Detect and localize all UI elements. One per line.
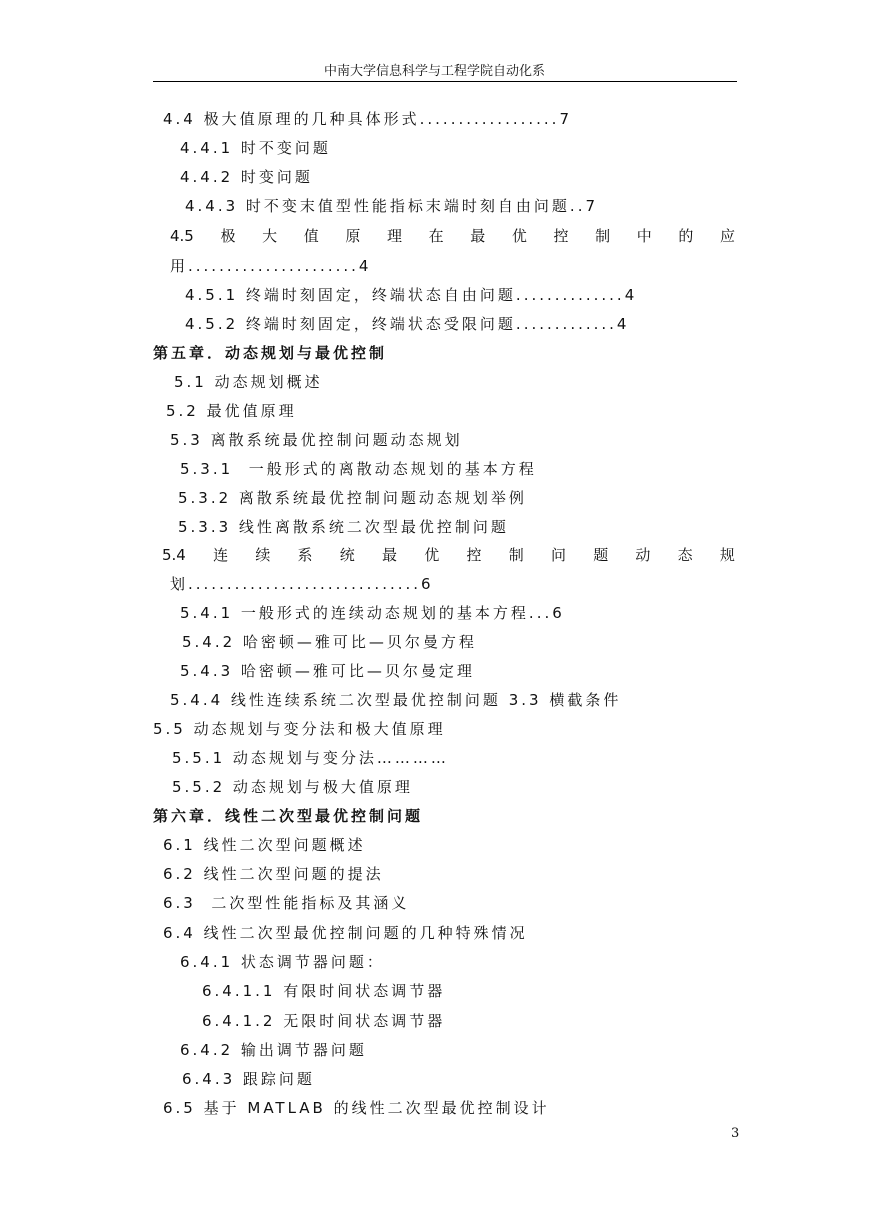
toc-justified-word: 控 — [466, 546, 482, 564]
toc-entry-5-4-2: 5.4.2 哈密顿—雅可比—贝尔曼方程 — [182, 633, 477, 651]
toc-justified-word: 大 — [262, 227, 278, 245]
toc-entry-4-4: 4.4 极大值原理的几种具体形式..................7 — [163, 110, 572, 128]
toc-justified-word: 规 — [719, 546, 735, 564]
toc-entry-6-4-3: 6.4.3 跟踪问题 — [182, 1070, 315, 1088]
page-header-title: 中南大学信息科学与工程学院自动化系 — [323, 64, 545, 79]
toc-entry-4-4-3: 4.4.3 时不变末值型性能指标末端时刻自由问题..7 — [185, 197, 599, 215]
toc-entry-6-4: 6.4 线性二次型最优控制问题的几种特殊情况 — [163, 924, 528, 942]
toc-justified-word: 理 — [386, 227, 402, 245]
toc-justified-word: 制 — [508, 546, 524, 564]
toc-entry-5-1: 5.1 动态规划概述 — [174, 373, 323, 391]
chapter-6-heading: 第六章．线性二次型最优控制问题 — [153, 807, 424, 825]
header-divider — [153, 81, 737, 82]
toc-justified-word: 系 — [297, 546, 313, 564]
toc-justified-word: 最 — [382, 546, 398, 564]
toc-entry-6-4-1: 6.4.1 状态调节器问题： — [180, 953, 385, 971]
toc-entry-6-2: 6.2 线性二次型问题的提法 — [163, 865, 384, 883]
toc-entry-6-3: 6.3 二次型性能指标及其涵义 — [163, 894, 410, 912]
toc-justified-word: 问 — [550, 546, 566, 564]
toc-justified-word: 制 — [595, 227, 611, 245]
toc-entry-6-5: 6.5 基于 MATLAB 的线性二次型最优控制设计 — [163, 1099, 550, 1117]
toc-justified-word: 动 — [635, 546, 651, 564]
toc-justified-word: 优 — [424, 546, 440, 564]
toc-justified-word: 统 — [339, 546, 355, 564]
toc-entry-6-4-2: 6.4.2 输出调节器问题 — [180, 1041, 367, 1059]
toc-entry-5-5-2: 5.5.2 动态规划与极大值原理 — [172, 778, 413, 796]
toc-justified-word: 应 — [719, 227, 735, 245]
chapter-5-heading: 第五章．动态规划与最优控制 — [153, 344, 388, 362]
toc-justified-word: 4.5 — [170, 227, 194, 245]
toc-justified-word: 续 — [255, 546, 271, 564]
toc-entry-4-4-1: 4.4.1 时不变问题 — [180, 139, 331, 157]
toc-entry-6-4-1-2: 6.4.1.2 无限时间状态调节器 — [202, 1012, 446, 1030]
toc-justified-word: 优 — [511, 227, 527, 245]
toc-entry-5-3-2: 5.3.2 离散系统最优控制问题动态规划举例 — [178, 489, 527, 507]
toc-entry-5-5-1: 5.5.1 动态规划与变分法………… — [172, 749, 449, 767]
toc-entry-5-5: 5.5 动态规划与变分法和极大值原理 — [153, 720, 446, 738]
toc-entry-5-3: 5.3 离散系统最优控制问题动态规划 — [170, 431, 463, 449]
toc-entry-5-4-continued: 划..............................6 — [170, 575, 434, 593]
toc-justified-word: 在 — [428, 227, 444, 245]
toc-entry-4-5 — [170, 226, 735, 246]
page-number: 3 — [731, 1126, 740, 1141]
toc-justified-word: 态 — [677, 546, 693, 564]
toc-entry-5-2: 5.2 最优值原理 — [166, 402, 297, 420]
toc-justified-word: 控 — [553, 227, 569, 245]
toc-entry-4-5-2: 4.5.2 终端时刻固定，终端状态受限问题.............4 — [185, 315, 630, 333]
toc-entry-5-4-3: 5.4.3 哈密顿—雅可比—贝尔曼定理 — [180, 662, 475, 680]
toc-justified-word: 题 — [593, 546, 609, 564]
toc-entry-6-4-1-1: 6.4.1.1 有限时间状态调节器 — [202, 982, 446, 1000]
toc-justified-word: 原 — [345, 227, 361, 245]
toc-entry-4-5-continued: 用......................4 — [170, 257, 372, 275]
toc-entry-5-3-1: 5.3.1 一般形式的离散动态规划的基本方程 — [180, 460, 537, 478]
toc-entry-5-4-1: 5.4.1 一般形式的连续动态规划的基本方程...6 — [180, 604, 565, 622]
toc-justified-word: 的 — [678, 227, 694, 245]
toc-justified-word: 值 — [303, 227, 319, 245]
toc-entry-4-4-2: 4.4.2 时变问题 — [180, 168, 313, 186]
toc-entry-6-1: 6.1 线性二次型问题概述 — [163, 836, 366, 854]
toc-entry-4-5-1: 4.5.1 终端时刻固定，终端状态自由问题..............4 — [185, 286, 638, 304]
toc-entry-5-3-3: 5.3.3 线性离散系统二次型最优控制问题 — [178, 518, 509, 536]
toc-entry-5-4-4: 5.4.4 线性连续系统二次型最优控制问题 3.3 横截条件 — [170, 691, 622, 709]
toc-justified-word: 中 — [636, 227, 652, 245]
toc-justified-word: 极 — [220, 227, 236, 245]
toc-justified-word: 连 — [213, 546, 229, 564]
toc-justified-word: 5.4 — [162, 546, 186, 564]
toc-entry-5-4 — [162, 545, 735, 565]
toc-justified-word: 最 — [470, 227, 486, 245]
